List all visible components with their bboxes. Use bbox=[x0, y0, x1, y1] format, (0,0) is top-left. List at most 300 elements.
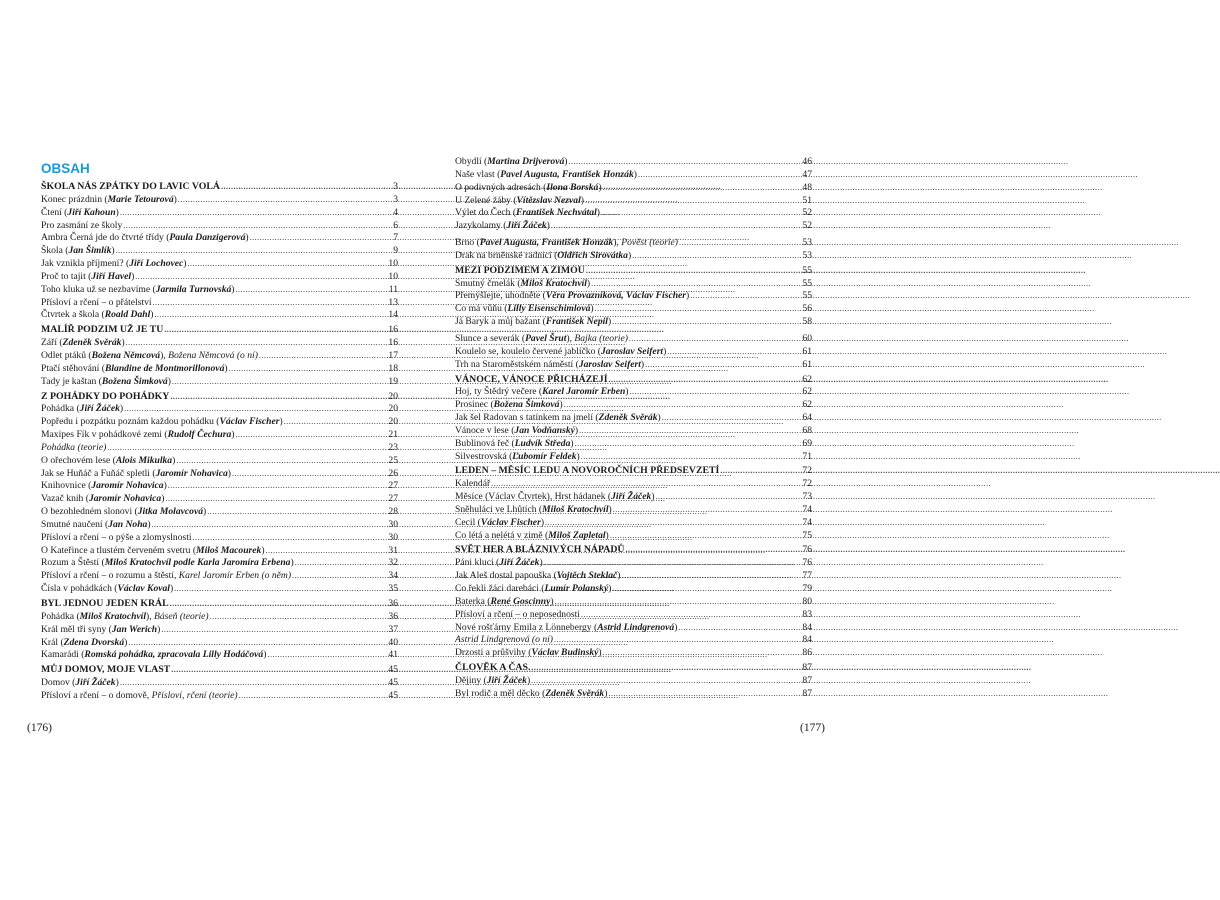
toc-dot-leader bbox=[554, 634, 801, 647]
toc-entry bbox=[455, 557, 812, 570]
toc-entry-title: Trh na Staroměstském náměstí ( bbox=[455, 358, 579, 370]
toc-entry-title: Co létá a nelétá v zimě ( bbox=[455, 529, 549, 541]
toc-page-number: 4 bbox=[393, 206, 398, 218]
toc-dot-leader bbox=[575, 438, 802, 451]
toc-entry-author: Vojtěch Steklač bbox=[556, 570, 618, 582]
toc-entry-text bbox=[41, 271, 134, 284]
toc-entry bbox=[455, 425, 812, 438]
toc-entry-author: Romská pohádka, zpracovala Lilly Hodáčová bbox=[84, 649, 264, 661]
toc-entry-title: Přísloví a rčení – o přátelství bbox=[41, 296, 152, 308]
toc-entry-punct: ) bbox=[231, 283, 235, 295]
toc-dot-leader bbox=[193, 532, 388, 545]
toc-entry-punct: ) bbox=[124, 636, 128, 648]
toc-entry-author: Miloš Macourek bbox=[196, 544, 262, 556]
toc-entry-author: Václav Koval bbox=[117, 583, 170, 595]
toc-entry-author: Roald Dahl bbox=[104, 309, 151, 321]
toc-entry-punct: ) bbox=[167, 375, 171, 387]
toc-page-number: 55 bbox=[802, 277, 812, 289]
toc-entry-text bbox=[455, 675, 530, 688]
toc-entry-title: Baterka ( bbox=[455, 595, 491, 607]
toc-dot-leader bbox=[586, 265, 801, 278]
toc-page-number: 28 bbox=[388, 506, 398, 518]
toc-entry-title: Smutný čmelák ( bbox=[455, 277, 521, 289]
toc-entry-title: Páni kluci ( bbox=[455, 557, 500, 569]
toc-entry-title: Koulelo se, koulelo červené jablíčko ( bbox=[455, 345, 601, 357]
toc-entry bbox=[41, 258, 398, 271]
toc-page-number: 62 bbox=[802, 373, 812, 385]
toc-page-number: 62 bbox=[802, 386, 812, 398]
toc-entry-punct: ) bbox=[570, 437, 574, 449]
toc-entry-author: Věra Provazníková, Václav Fischer bbox=[545, 290, 687, 302]
toc-entry-title: ŠKOLA NÁS ZPÁTKY DO LAVIC VOLÁ bbox=[41, 181, 220, 192]
toc-page-number: 10 bbox=[388, 270, 398, 282]
toc-entry-author: František Nepil bbox=[545, 316, 608, 328]
toc-entry-text bbox=[455, 438, 574, 451]
toc-dot-leader bbox=[120, 677, 388, 690]
toc-dot-leader bbox=[259, 350, 388, 363]
toc-entry-subtitle: Bajka (teorie) bbox=[574, 332, 628, 344]
toc-entry-text bbox=[455, 583, 611, 596]
toc-entry-title: Cecil ( bbox=[455, 516, 481, 528]
toc-entry-author: Jarmila Turnovská bbox=[155, 283, 232, 295]
toc-entry-title: Dějiny ( bbox=[455, 674, 487, 686]
toc-entry-text bbox=[455, 359, 644, 372]
toc-entry bbox=[41, 207, 398, 220]
toc-page-number: 60 bbox=[802, 332, 812, 344]
toc-entry-text bbox=[455, 182, 602, 195]
toc-entry-author: Jan Werich bbox=[111, 623, 158, 635]
toc-entry-author: Zdena Dvorská bbox=[63, 636, 125, 648]
toc-page-number: 30 bbox=[388, 518, 398, 530]
toc-entry-author: Pavel Šrut bbox=[525, 332, 567, 344]
toc-entry-punct: ) bbox=[564, 156, 568, 167]
toc-dot-leader bbox=[170, 598, 388, 611]
toc-entry bbox=[41, 194, 398, 207]
toc-entry-punct: ) bbox=[115, 677, 119, 689]
toc-entry-punct: ) bbox=[261, 544, 265, 556]
toc-entry-title: Prosinec ( bbox=[455, 399, 494, 411]
toc-entry-text bbox=[455, 412, 661, 425]
toc-page-number: 55 bbox=[802, 290, 812, 302]
toc-entry-author: Miloš Kratochvíl bbox=[520, 277, 587, 289]
toc-entry bbox=[41, 690, 398, 703]
toc-page-number: 80 bbox=[802, 595, 812, 607]
toc-entry-title: Knihovnice ( bbox=[41, 480, 92, 492]
toc-dot-leader bbox=[690, 290, 801, 303]
toc-dot-leader bbox=[545, 517, 801, 530]
toc-entry-punct: ), bbox=[613, 237, 622, 249]
toc-dot-leader bbox=[678, 622, 801, 635]
toc-page-number: 35 bbox=[388, 583, 398, 595]
toc-page-number: 25 bbox=[388, 454, 398, 466]
toc-entry-text bbox=[41, 570, 291, 583]
toc-entry-punct: ) bbox=[224, 362, 228, 374]
toc-entry-author: Paula Danzigerová bbox=[169, 232, 246, 244]
toc-entry-author: Božena Šimková bbox=[101, 375, 168, 387]
toc-entry bbox=[41, 611, 398, 624]
toc-entry-text bbox=[455, 250, 631, 263]
toc-page-number: 87 bbox=[802, 662, 812, 674]
toc-entry-text bbox=[455, 662, 530, 675]
toc-page-number: 40 bbox=[388, 636, 398, 648]
toc-page-number: 87 bbox=[802, 674, 812, 686]
toc-entry-author: František Nechvátal bbox=[516, 207, 597, 219]
toc-entry-text bbox=[41, 649, 266, 662]
toc-entry-punct: ) bbox=[227, 467, 231, 479]
toc-entry-author: Ilona Borská bbox=[546, 181, 599, 193]
toc-entry-title: Tady je kaštan ( bbox=[41, 375, 102, 387]
toc-page-number: 47 bbox=[802, 168, 812, 180]
toc-dot-leader bbox=[609, 374, 802, 387]
toc-entry-author: Jiří Lochovec bbox=[129, 258, 184, 270]
toc-entry-text bbox=[41, 220, 122, 233]
toc-entry-text bbox=[41, 455, 175, 468]
toc-section-heading bbox=[455, 374, 812, 387]
toc-entry-title: Jazykolamy ( bbox=[455, 220, 507, 232]
toc-entry-title: Přísloví a rčení – o pýše a zlomyslnosti bbox=[41, 531, 192, 543]
toc-dot-leader bbox=[603, 647, 802, 660]
toc-entry-punct: ) bbox=[147, 518, 151, 530]
toc-entry bbox=[41, 624, 398, 637]
toc-dot-leader bbox=[284, 416, 388, 429]
toc-entry-punct: ) bbox=[617, 570, 621, 582]
toc-entry-title: Naše vlast ( bbox=[455, 168, 501, 180]
toc-entry-title: Co řekli žáci darebáci ( bbox=[455, 583, 545, 594]
toc-dot-leader bbox=[174, 583, 387, 596]
toc-page-number: 56 bbox=[802, 303, 812, 315]
toc-entry bbox=[41, 416, 398, 429]
toc-entry-author: Jan Vodňanský bbox=[514, 424, 575, 436]
toc-entry bbox=[41, 519, 398, 532]
toc-entry-text bbox=[455, 609, 580, 622]
toc-entry bbox=[455, 359, 812, 372]
toc-entry bbox=[41, 493, 398, 506]
toc-entry-title: MŮJ DOMOV, MOJE VLAST bbox=[41, 664, 171, 676]
toc-entry-punct: ), bbox=[160, 349, 169, 361]
toc-section-heading bbox=[41, 181, 398, 194]
toc-entry bbox=[455, 491, 812, 504]
toc-entry-title: Jak Aleš dostal papouška ( bbox=[455, 570, 557, 582]
toc-entry-punct: ) bbox=[245, 232, 249, 244]
toc-entry-text bbox=[41, 297, 152, 310]
toc-entry-title: Měsíce (Václav Čtvrtek), Hrst hádanek ( bbox=[455, 491, 612, 503]
toc-dot-leader bbox=[229, 363, 388, 376]
toc-page-number: 75 bbox=[802, 529, 812, 541]
toc-page-number: 84 bbox=[802, 634, 812, 646]
toc-entry bbox=[455, 583, 812, 596]
toc-dot-leader bbox=[544, 557, 802, 570]
toc-dot-leader bbox=[585, 195, 801, 208]
toc-entry-author: Zdeněk Svěrák bbox=[545, 687, 605, 699]
toc-dot-leader bbox=[171, 664, 387, 677]
toc-entry-title: Král měl tři syny ( bbox=[41, 623, 112, 635]
toc-entry bbox=[455, 278, 812, 291]
toc-dot-leader bbox=[170, 391, 387, 404]
toc-entry-title: Přísloví a rčení – o rozumu a štěstí, bbox=[41, 570, 179, 582]
toc-entry-text bbox=[41, 363, 228, 376]
toc-entry-text bbox=[455, 207, 600, 220]
toc-dot-leader bbox=[210, 611, 388, 624]
toc-page-number: 76 bbox=[802, 557, 812, 569]
toc-entry-punct: ) bbox=[608, 503, 612, 515]
toc-page-number: 41 bbox=[388, 649, 398, 661]
toc-entry-author: René Goscinny bbox=[490, 595, 551, 607]
toc-dot-leader bbox=[645, 359, 801, 372]
toc-entry-punct: ) bbox=[596, 207, 600, 219]
toc-entry-author: Jiří Žáček bbox=[499, 557, 540, 569]
toc-entry-title: O ořechovém lese ( bbox=[41, 454, 116, 466]
toc-entry-text bbox=[41, 194, 177, 207]
toc-entry bbox=[41, 677, 398, 690]
toc-page-number: 36 bbox=[388, 610, 398, 622]
toc-entry-author: Jiří Kahoun bbox=[67, 206, 116, 218]
toc-entry bbox=[41, 637, 398, 650]
toc-entry-text bbox=[41, 416, 283, 429]
toc-entry bbox=[455, 195, 812, 208]
toc-entry bbox=[41, 337, 398, 350]
toc-page-number: 71 bbox=[802, 450, 812, 462]
toc-entry-punct: ) bbox=[640, 358, 645, 370]
toc-section-heading bbox=[41, 598, 398, 611]
toc-entry-text bbox=[41, 429, 234, 442]
toc-entry bbox=[455, 634, 812, 647]
toc-dot-leader bbox=[667, 346, 801, 359]
toc-right-rows bbox=[455, 156, 812, 701]
toc-page-number: 36 bbox=[388, 598, 398, 609]
toc-entry-author: Václav Fischer bbox=[480, 516, 541, 528]
toc-entry bbox=[455, 530, 812, 543]
toc-entry-text bbox=[41, 284, 235, 297]
toc-entry-punct: ) bbox=[231, 429, 235, 441]
toc-entry-punct: ) bbox=[605, 529, 609, 541]
toc-dot-leader bbox=[232, 468, 387, 481]
toc-entry-subtitle: Báseň (teorie) bbox=[154, 610, 209, 622]
toc-entry bbox=[455, 647, 812, 660]
toc-entry bbox=[455, 207, 812, 220]
toc-entry-author: Jiří Žáček bbox=[486, 674, 527, 686]
toc-entry-author: Jaroslav Seifert bbox=[578, 358, 641, 370]
toc-entry-author: Jiří Žáček bbox=[75, 677, 116, 689]
toc-entry-punct: ) bbox=[608, 583, 612, 594]
toc-entry bbox=[455, 478, 812, 491]
toc-dot-leader bbox=[120, 207, 392, 220]
toc-page-number: 64 bbox=[802, 412, 812, 424]
toc-entry-title: VÁNOCE, VÁNOCE PŘICHÁZEJÍ bbox=[455, 373, 608, 385]
toc-entry-title: Popředu i pozpátku poznám každou pohádku ( bbox=[41, 416, 220, 428]
toc-page-number: 27 bbox=[388, 493, 398, 505]
toc-entry-punct: ) bbox=[163, 480, 167, 492]
toc-dot-leader bbox=[595, 303, 802, 316]
toc-entry-text bbox=[455, 333, 628, 346]
toc-entry bbox=[455, 333, 812, 346]
toc-entry-title: Pohádka ( bbox=[41, 610, 80, 622]
toc-page-number: 17 bbox=[388, 349, 398, 361]
toc-entry-author: Miloš Kratochvíl podle Karla Jaromíra Erbena bbox=[104, 557, 291, 569]
toc-entry-author: Oldřich Sirovátka bbox=[557, 249, 628, 261]
toc-entry bbox=[41, 442, 398, 455]
toc-entry-punct: ) bbox=[607, 316, 612, 328]
toc-entry bbox=[455, 438, 812, 451]
toc-dot-leader bbox=[168, 480, 388, 493]
toc-entry-text bbox=[41, 664, 170, 677]
toc-entry-punct: ) bbox=[526, 674, 531, 686]
toc-entry-text bbox=[455, 303, 594, 316]
toc-dot-leader bbox=[221, 181, 392, 194]
toc-entry-title: Maxipes Fík v pohádkové zemi ( bbox=[41, 429, 168, 441]
toc-dot-leader bbox=[679, 237, 801, 250]
toc-dot-leader bbox=[720, 465, 801, 478]
toc-entry-text bbox=[41, 690, 238, 703]
toc-entry-punct: ) bbox=[172, 454, 176, 466]
toc-entry-title: Já Baryk a můj bažant ( bbox=[455, 316, 546, 328]
toc-page-number: 16 bbox=[388, 324, 398, 336]
toc-dot-leader bbox=[630, 386, 802, 399]
toc-entry bbox=[455, 237, 812, 250]
toc-entry bbox=[41, 545, 398, 558]
toc-entry-author: Jan Noha bbox=[108, 518, 148, 530]
toc-dot-leader bbox=[250, 232, 393, 245]
toc-entry-punct: ) bbox=[539, 557, 543, 569]
toc-entry-title: Ptačí stěhování ( bbox=[41, 362, 105, 374]
toc-page-number: 53 bbox=[802, 237, 812, 249]
toc-entry-punct: ) bbox=[663, 345, 667, 357]
toc-page-number: 74 bbox=[802, 516, 812, 528]
toc-entry bbox=[41, 376, 398, 389]
toc-entry bbox=[41, 284, 398, 297]
toc-dot-leader bbox=[625, 544, 801, 557]
toc-entry-title: Hoj, ty Štědrý večere ( bbox=[455, 386, 543, 398]
toc-entry-title: Slunce a severák ( bbox=[455, 332, 526, 344]
toc-entry bbox=[41, 468, 398, 481]
toc-entry-text bbox=[455, 544, 624, 557]
toc-entry-author: Jan Šimlík bbox=[68, 245, 112, 257]
toc-entry bbox=[41, 403, 398, 416]
toc-entry-punct: ) bbox=[598, 181, 602, 193]
toc-entry-text bbox=[455, 491, 655, 504]
toc-entry-text bbox=[41, 545, 265, 558]
toc-entry-text bbox=[41, 391, 169, 404]
toc-entry-title: Škola ( bbox=[41, 245, 69, 257]
toc-entry-punct: ) bbox=[290, 557, 294, 569]
toc-entry-title: Kalendář bbox=[455, 478, 491, 490]
toc-entry-punct: ) bbox=[559, 399, 563, 411]
toc-page-number: 14 bbox=[388, 309, 398, 321]
toc-entry-text bbox=[41, 181, 220, 194]
toc-entry bbox=[455, 169, 812, 182]
toc-page-number: 48 bbox=[802, 181, 812, 193]
toc-page-number: 23 bbox=[388, 441, 398, 453]
toc-page-number: 27 bbox=[388, 480, 398, 492]
toc-entry-text bbox=[41, 519, 151, 532]
toc-entry-title: O podivných adresách ( bbox=[455, 181, 547, 193]
toc-entry bbox=[41, 309, 398, 322]
toc-entry-author: Lumír Polanský bbox=[544, 583, 609, 594]
toc-entry-punct: ) bbox=[263, 649, 267, 661]
toc-entry-text bbox=[41, 532, 192, 545]
toc-entry-author: Ľubomír Feldek bbox=[512, 450, 577, 462]
toc-entry-title: Co má vůňu ( bbox=[455, 303, 508, 315]
toc-entry-subtitle: Pohádka (teorie) bbox=[41, 441, 107, 453]
toc-entry-author: Jiří Žáček bbox=[506, 220, 547, 232]
toc-entry-punct: ) bbox=[203, 506, 207, 518]
toc-entry-author: Miloš Kratochvíl bbox=[542, 503, 609, 515]
toc-dot-leader bbox=[295, 557, 388, 570]
toc-entry bbox=[41, 480, 398, 493]
toc-entry-author: Jaromír Nohavica bbox=[91, 480, 164, 492]
toc-entry-title: Přísloví a rčení – o neposednosti bbox=[455, 608, 580, 620]
toc-entry bbox=[41, 429, 398, 442]
toc-entry bbox=[455, 609, 812, 622]
toc-entry-text bbox=[455, 622, 677, 635]
toc-entry-text bbox=[41, 309, 153, 322]
toc-entry-text bbox=[41, 598, 169, 611]
toc-dot-leader bbox=[235, 429, 387, 442]
toc-entry-punct: ), bbox=[146, 610, 155, 622]
toc-entry-title: Brno ( bbox=[455, 237, 480, 249]
toc-page-number: 79 bbox=[802, 583, 812, 594]
toc-entry-punct: ) bbox=[674, 621, 678, 633]
toc-entry-text bbox=[41, 337, 125, 350]
toc-entry bbox=[455, 688, 812, 701]
toc-entry-title: Čtvrtek a škola ( bbox=[41, 309, 105, 321]
toc-dot-leader bbox=[579, 425, 801, 438]
toc-dot-leader bbox=[172, 376, 387, 389]
toc-dot-leader bbox=[187, 258, 387, 271]
toc-dot-leader bbox=[165, 493, 387, 506]
toc-dot-leader bbox=[612, 316, 801, 329]
toc-entry-title: Odlet ptáků ( bbox=[41, 349, 92, 361]
toc-entry-author: Václav Budinský bbox=[531, 647, 599, 659]
toc-entry bbox=[455, 250, 812, 263]
toc-entry-text bbox=[41, 258, 186, 271]
toc-entry-punct: ) bbox=[546, 220, 550, 232]
toc-entry-author: Blandine de Montmorillonová bbox=[104, 362, 225, 374]
toc-entry-author: Jiří Žáček bbox=[79, 403, 120, 415]
toc-page-number: 55 bbox=[802, 264, 812, 276]
toc-entry-text bbox=[455, 517, 544, 530]
toc-entry-text bbox=[455, 451, 580, 464]
toc-dot-leader bbox=[622, 570, 802, 583]
toc-page-number: 52 bbox=[802, 220, 812, 232]
toc-entry-punct: ) bbox=[625, 386, 629, 398]
toc-entry-text bbox=[455, 570, 621, 583]
toc-entry-title: O Kateřince a tlustém červeném svetru ( bbox=[41, 544, 197, 556]
toc-page-number: 72 bbox=[802, 465, 812, 477]
toc-entry-subtitle: Astrid Lindgrenová (o ní) bbox=[455, 634, 553, 646]
toc-entry-text bbox=[455, 316, 611, 329]
toc-entry-author: Zdeněk Svěrák bbox=[598, 412, 658, 424]
toc-entry-author: Miloš Zapletal bbox=[548, 529, 606, 541]
toc-page-number: 20 bbox=[388, 403, 398, 415]
toc-dot-leader bbox=[124, 403, 387, 416]
toc-entry-text bbox=[455, 596, 554, 609]
toc-entry-text bbox=[455, 478, 490, 491]
toc-entry-punct: ) bbox=[586, 277, 591, 289]
toc-entry bbox=[455, 412, 812, 425]
toc-entry-title: Jak vznikla příjmení? ( bbox=[41, 258, 130, 270]
toc-dot-leader bbox=[292, 570, 387, 583]
toc-page-number: 69 bbox=[802, 437, 812, 449]
toc-entry-title: Pohádka ( bbox=[41, 403, 80, 415]
toc-page-number: 62 bbox=[802, 399, 812, 411]
toc-entry-title: BYL JEDNOU JEDEN KRÁL bbox=[41, 598, 169, 609]
toc-entry bbox=[455, 182, 812, 195]
toc-entry-title: Rozum a Štěstí ( bbox=[41, 557, 105, 569]
toc-entry-title: MALÍŘ PODZIM UŽ JE TU bbox=[41, 324, 164, 336]
toc-entry bbox=[455, 290, 812, 303]
toc-entry bbox=[41, 350, 398, 363]
toc-entry-title: Silvestrovská ( bbox=[455, 450, 513, 462]
